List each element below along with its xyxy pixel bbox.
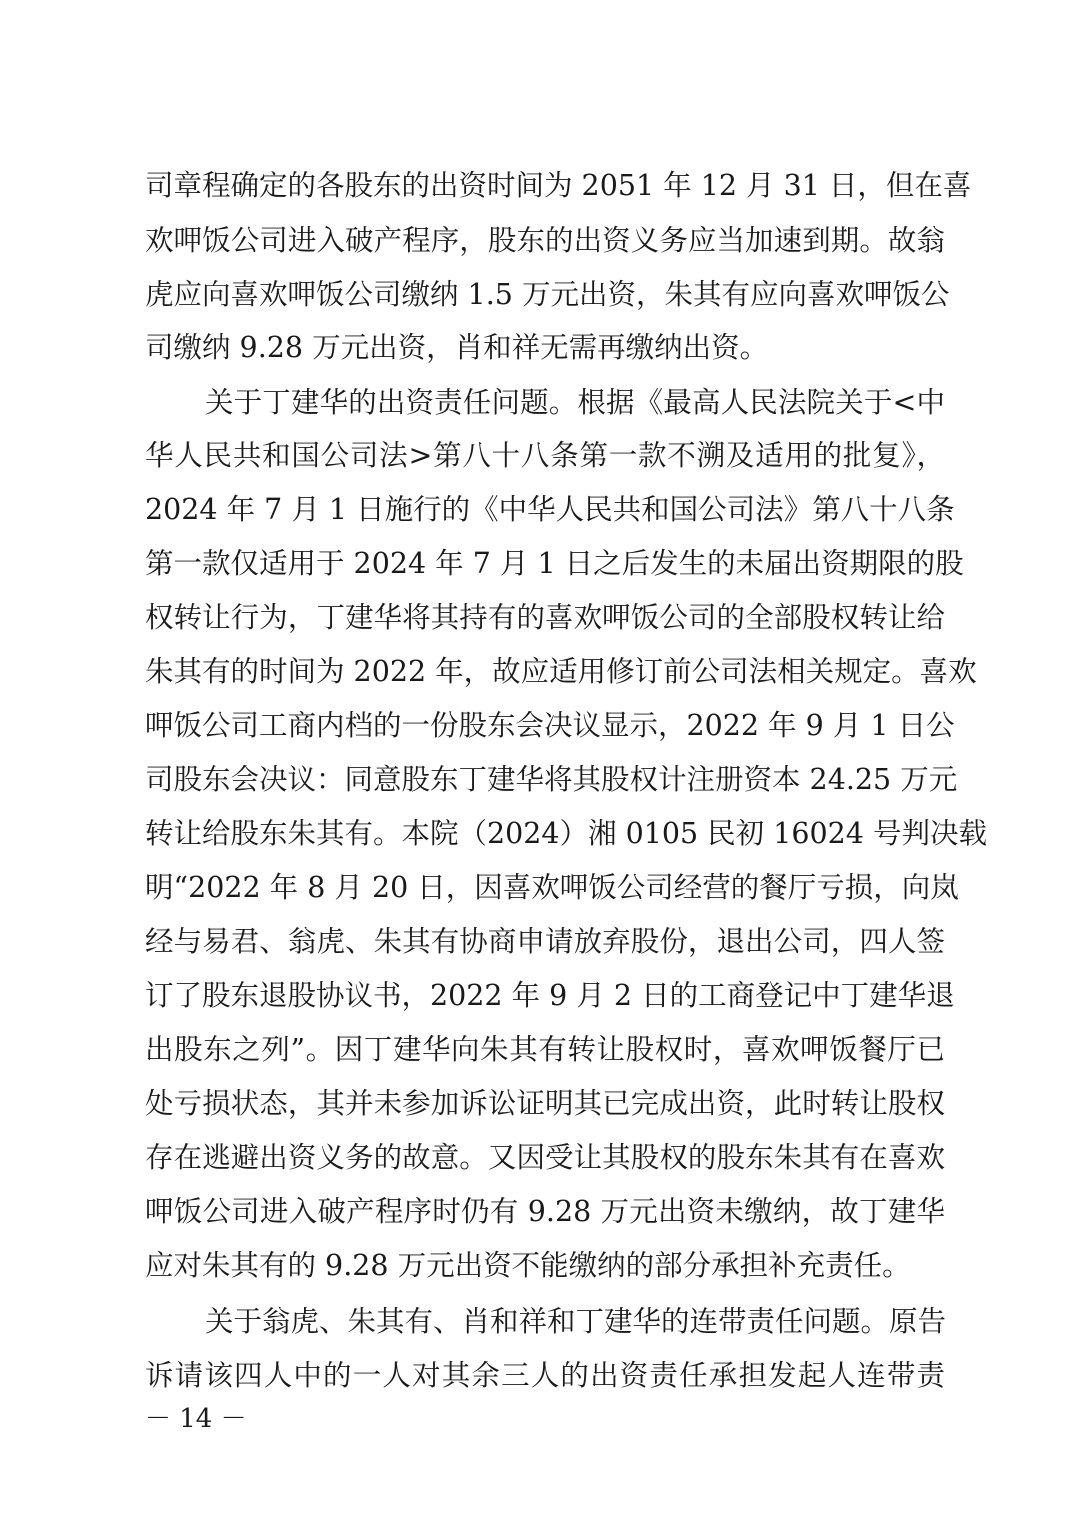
body-text-line: 司缴纳 9.28 万元出资，肖和祥无需再缴纳出资。 (145, 331, 769, 364)
body-text-line: 订了股东退股协议书，2022 年 9 月 2 日的工商登记中丁建华退 (145, 979, 955, 1012)
body-text-line: 存在逃避出资义务的故意。又因受让其股权的股东朱其有在喜欢 (145, 1141, 945, 1174)
page-number: － 14 － (145, 1404, 247, 1434)
body-text-line: 诉请该四人中的一人对其余三人的出资责任承担发起人连带责 (145, 1359, 945, 1392)
body-text-line: 应对朱其有的 9.28 万元出资不能缴纳的部分承担补充责任。 (145, 1249, 911, 1282)
body-text-line: 虎应向喜欢呷饭公司缴纳 1.5 万元出资，朱其有应向喜欢呷饭公 (145, 278, 950, 311)
paragraph-first-line: 关于丁建华的出资责任问题。根据《最高人民法院关于<中 (205, 386, 945, 419)
body-text-line: 呷饭公司进入破产程序时仍有 9.28 万元出资未缴纳，故丁建华 (145, 1195, 945, 1228)
body-text-line: 司股东会决议：同意股东丁建华将其股权计注册资本 24.25 万元 (145, 763, 958, 796)
body-text-line: 欢呷饭公司进入破产程序，股东的出资义务应当加速到期。故翁 (145, 224, 945, 257)
body-text-line: 司章程确定的各股东的出资时间为 2051 年 12 月 31 日，但在喜 (145, 169, 972, 202)
paragraph-first-line: 关于翁虎、朱其有、肖和祥和丁建华的连带责任问题。原告 (205, 1305, 947, 1338)
body-text-line: 出股东之列”。因丁建华向朱其有转让股权时，喜欢呷饭餐厅已 (145, 1033, 945, 1066)
body-text-line: 2024 年 7 月 1 日施行的《中华人民共和国公司法》第八十八条 (145, 493, 955, 526)
body-text-line: 处亏损状态，其并未参加诉讼证明其已完成出资，此时转让股权 (145, 1087, 945, 1120)
body-text-line: 朱其有的时间为 2022 年，故应适用修订前公司法相关规定。喜欢 (145, 655, 977, 688)
body-text-line: 明“2022 年 8 月 20 日，因喜欢呷饭公司经营的餐厅亏损，向岚 (145, 871, 959, 904)
body-text-line: 华人民共和国公司法>第八十八条第一款不溯及适用的批复》， (145, 439, 945, 472)
body-text-line: 权转让行为，丁建华将其持有的喜欢呷饭公司的全部股权转让给 (145, 601, 945, 634)
body-text-line: 转让给股东朱其有。本院（2024）湘 0105 民初 16024 号判决载 (145, 817, 987, 850)
body-text-line: 第一款仅适用于 2024 年 7 月 1 日之后发生的未届出资期限的股 (145, 547, 964, 580)
body-text-line: 呷饭公司工商内档的一份股东会决议显示，2022 年 9 月 1 日公 (145, 709, 955, 742)
body-text-line: 经与易君、翁虎、朱其有协商申请放弃股份，退出公司，四人签 (145, 925, 945, 958)
